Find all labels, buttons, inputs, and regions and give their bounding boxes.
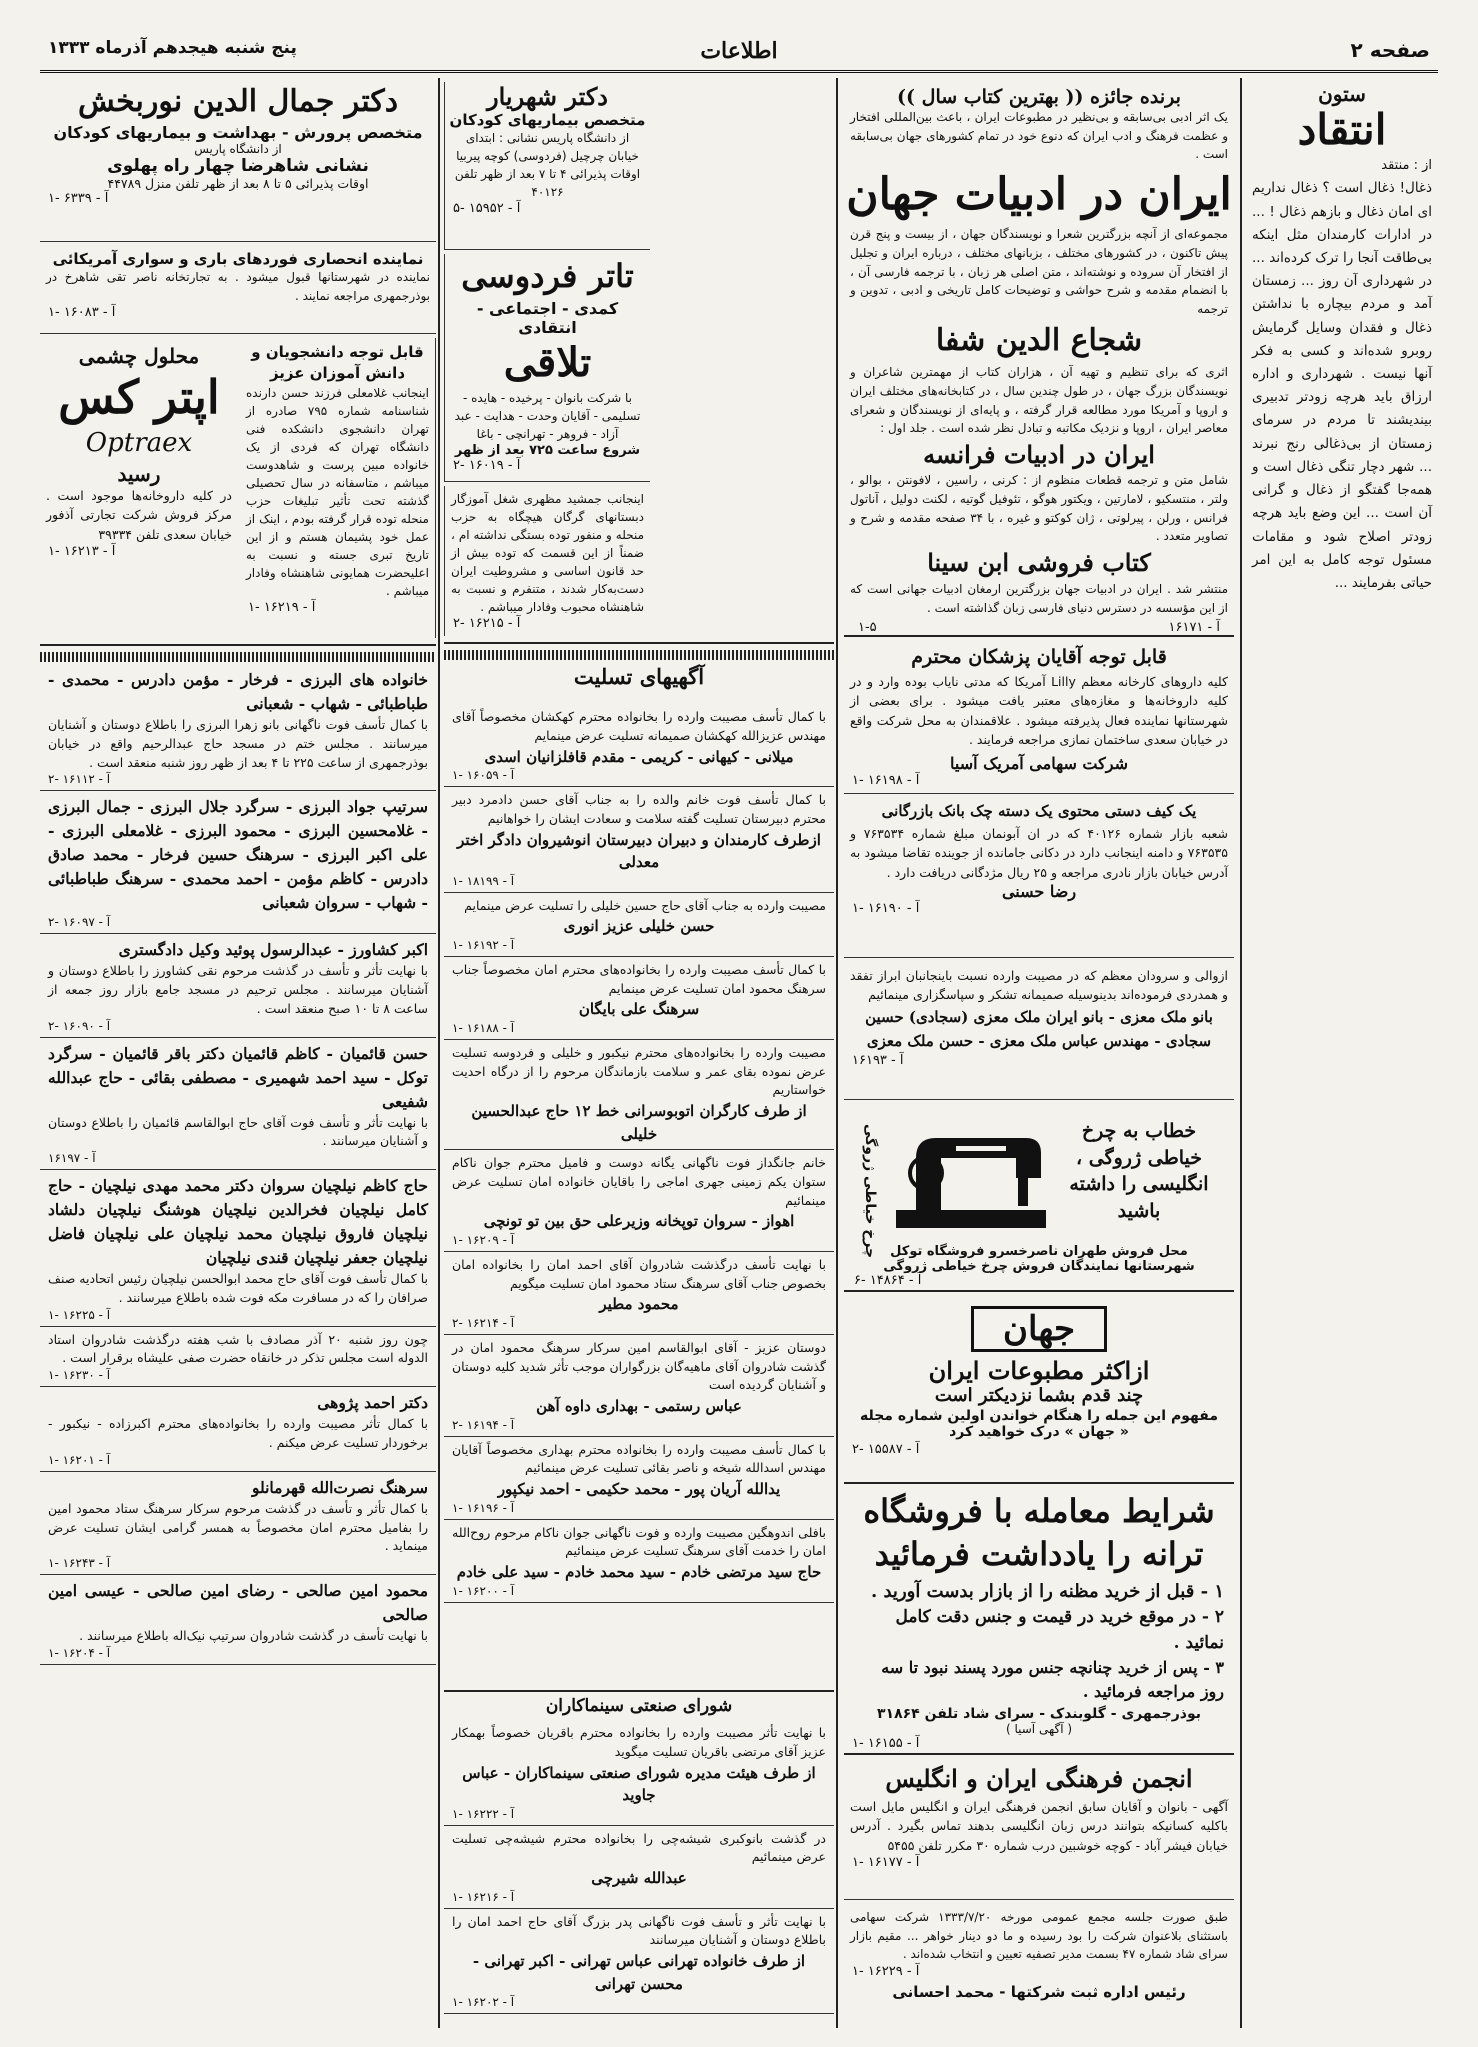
optraex-brand-en: Optraex xyxy=(85,427,193,458)
obituary-item xyxy=(40,1038,436,1171)
doctors-body: کلیه داروهای کارخانه معظم Lilly آمریکا که مدتی نایاب بوده وارد و در کلیه داروخانه‌ها و مغازه‌های معتبر یافت میشود . برای بعضی از شهرستانها نماینده فعال پذیرفته میشود . علاقمندان به محل شرکت واقع در خیابان سعدی ساختمان نمازی مراجعه فرمایند . xyxy=(850,674,1228,748)
condolence-body: دوستان عزیز - آقای ابوالقاسم امین سرکار سرهنگ محمود امان در گذشت شادروان آقای ماهیه‌گان بزرگواران موجب تأثر شدید کلیه دوستان و آشنایان گردیده است xyxy=(452,1339,826,1393)
condolence-code: آ - ۱۶۱۹۶ -۱ xyxy=(452,1500,515,1515)
obituary-item xyxy=(40,664,436,791)
students-code: آ - ۱۶۲۱۹ -۱ xyxy=(248,600,316,615)
condolence-code: آ - ۱۶۲۱۴ -۲ xyxy=(452,1315,515,1330)
book-desc: مجموعه‌ای از آنچه بزرگترین شعرا و نویسندگان جهان ، از بیست و پنج قرن پیش تاکنون ، در کشورهای مختلف ، بزبانهای مختلف ، درباره ایران و تجلیل از افتخار آن سروده و نوشته‌اند ، متن اصلی هر زبان ، با ترجمه فارسی آن ، با انضمام مقدمه و شرح حواشی و توضیحات کامل تاریخی و ادبی ، تدوین و ترجمه xyxy=(850,227,1228,316)
society-title: انجمن فرهنگی ایران و انگلیس xyxy=(885,1764,1193,1793)
students-title: قابل توجه دانشجویان و دانش آموزان عزیز xyxy=(251,343,424,382)
obituary-names: سرتیپ جواد البرزی - سرگرد جلال البرزی - جمال البرزی - غلامحسین البرزی - محمود البرزی - غلامعلی البرزی - علی اکبر البرزی - سرهنگ حسین فرخار - محمد صادق دادرس - کاظم مؤمن - احمد محمدی - سرهنگ طباطبائی - شهاب - سروان شعبانی xyxy=(48,797,428,913)
jahan-code: آ - ۱۵۵۸۷ -۲ xyxy=(852,1442,920,1457)
obituary-body: با نهایت تأثر و تأسف در گذشت مرحوم نقی کشاورز را باطلاع دوستان و آشنایان میرسانند . مجلس ترحیم در مسجد جامع بازار روز جمعه از ساعت ۸ تا ۱۰ صبح منعقد است . xyxy=(48,963,428,1016)
cinema-condolence-code: آ - ۱۶۲۱۶ -۱ xyxy=(452,1889,515,1904)
registration-code: آ - ۱۶۲۲۹ -۱ xyxy=(852,1963,920,1979)
condolence-item xyxy=(444,1252,834,1335)
condolence-names: حسن خلیلی عزیز انوری xyxy=(563,917,715,936)
obituary-code: آ - ۱۶۲۲۵ -۱ xyxy=(48,1307,111,1322)
lost-bag-body: شعبه بازار شماره ۴۰۱۲۶ که در ان آبونمان مبلغ شماره ۷۶۳۵۳۴ و ۷۶۳۵۳۵ و دامنه اینجانب دارد در دکانی جامانده از جوینده تقاضا میشود به آدرس خیابان بازار نادری مراجعه و ۲۵ ریال مژدگانی دریافت دارد . xyxy=(850,826,1229,880)
obituary-item xyxy=(40,1472,436,1575)
condolence-item xyxy=(444,1520,834,1603)
obituary-names: حاج کاظم نیلچیان سروان دکتر محمد مهدی نیلچیان - حاج کامل نیلچیان فخرالدین نیلچیان هوشنگ نیلچیان دلشاد نیلچیان فاروق نیلچیان محمد نیلچیان علی نیلچیان فاضل نیلچیان جعفر نیلچیان قندی نیلچیان xyxy=(48,1176,428,1268)
column-title: انتقاد xyxy=(1297,105,1387,154)
dr-jamal-ad xyxy=(40,82,436,242)
obituary-code: آ - ۱۶۲۴۳ -۱ xyxy=(48,1556,111,1571)
condition-3: ۳ - پس از خرید چنانچه جنس مورد پسند نبود تا سه روز مراجعه فرمائید . xyxy=(881,1658,1224,1702)
masthead xyxy=(40,30,1438,73)
ford-cars-ad xyxy=(40,246,436,334)
condolence-names: یدالله آریان پور - محمد حکیمی - احمد نیکپور xyxy=(497,1480,781,1498)
condolence-code: آ - ۱۶۲۰۰ -۱ xyxy=(452,1583,515,1598)
condolence-code: آ - ۱۶۰۵۹ -۱ xyxy=(452,768,515,782)
registration-sign: رئیس اداره ثبت شرکتها - محمد احسانی xyxy=(892,1982,1186,2001)
doctors-company: شرکت سهامی آمریک آسیا xyxy=(949,753,1128,773)
obituary-code: آ - ۱۶۲۰۴ -۱ xyxy=(48,1645,111,1660)
condolence-item xyxy=(444,1437,834,1520)
students-body: اینجانب غلامعلی فرزند حسن دارنده شناسنامه شماره ۷۹۵ صادره از تهران دانشجوی دانشکده فنی دانشگاه تهران که فردی از یک خانواده مبین پرست و شاهدوست میباشم ، متاسفانه در سال تحصیلی گذشته تحت تأثیر تبلیغات حزب منحله توده قرار گرفته بودم ، اینک از عمل خود پشیمان هستم و از این تاریخ تبری جسته و نسبت به اعلیحضرت همایونی شاهنشاه وفادار میباشم . xyxy=(246,386,430,598)
obituary-item xyxy=(40,1387,436,1472)
cinema-condolence-names: از طرف خانواده تهرانی عباس تهرانی - اکبر تهرانی - محسن تهرانی xyxy=(472,1952,806,1993)
shahriar-code: آ - ۱۵۹۵۲ -۵ xyxy=(453,201,521,216)
optraex-code: آ - ۱۶۲۱۳ -۱ xyxy=(48,543,116,559)
lost-bag-code: آ - ۱۶۱۹۰ -۱ xyxy=(852,901,920,917)
theater-code: آ - ۱۶۰۱۹ -۲ xyxy=(453,457,521,473)
condition-1: ۱ - قبل از خرید مظنه را از بازار بدست آورید . xyxy=(870,1581,1224,1603)
condolence-code: آ - ۱۸۱۹۹ -۱ xyxy=(452,873,515,888)
registration-notice xyxy=(844,1904,1234,2028)
optraex-arrived: رسید xyxy=(117,461,161,486)
condolence-names: ازطرف کارمندان و دبیران دبیرستان انوشیروان دادگر اختر معدلی xyxy=(457,830,821,871)
condolence-code: آ - ۱۶۲۰۹ -۱ xyxy=(452,1232,515,1247)
sewing-machine-illustration xyxy=(886,1118,1056,1238)
cinema-condolence-body: با نهایت تأثر مصیبت وارده را بخانواده محترم باقریان خصوصاً بهمکار عزیز آقای مرتضی باقریان تسلیت میگوید xyxy=(452,1725,826,1759)
ferdowsi-theater-ad xyxy=(444,254,650,482)
cinema-title: شورای صنعتی سینماکاران xyxy=(444,1690,834,1720)
theater-play: تلاقی xyxy=(503,338,592,386)
dr-shahriar-ad xyxy=(444,82,650,250)
condolence-code: آ - ۱۶۱۸۸ -۱ xyxy=(452,1020,515,1035)
obituary-code: آ - ۱۶۲۳۰ -۱ xyxy=(48,1368,111,1383)
thanks-body: ازوالی و سرودان معظم که در مصیبت وارده نسبت باینجانبان ابراز تفقد و همدردی فرموده‌اند بدینوسیله صمیمانه تشکر و سپاسگزاری مینمائیم xyxy=(850,968,1228,1003)
cinema-condolence-code: آ - ۱۶۲۲۲ -۱ xyxy=(452,1806,515,1821)
condolence-names: از طرف کارگران اتوبوسرانی خط ۱۲ حاج عبدالحسین خلیلی xyxy=(471,1102,807,1143)
obituary-names: خانواده های البرزی - فرخار - مؤمن دادرس - محمدی - طباطبائی - شهاب - شعبانی xyxy=(48,670,428,714)
obituary-code: آ - ۱۶۰۹۷ -۲ xyxy=(48,915,111,930)
ad-code: آ - ۱۶۱۷۱ xyxy=(1168,619,1220,635)
obituary-body: با کمال تأثر و تأسف در گذشت مرحوم سرکار سرهنگ ستاد محمود امین را بفامیل محترم امان مخصوصاً به همسر گرامی ایشان تسلیت عرض مینماید . xyxy=(48,1500,428,1554)
condolence-code: آ - ۱۶۱۹۲ -۱ xyxy=(452,937,515,952)
condolence-names: محمود مطیر xyxy=(599,1295,679,1314)
registration-body: طبق صورت جلسه مجمع عمومی مورخه ۱۳۳۳/۷/۲۰ شرکت سهامی باستثنای بلاعنوان شرکت را بود رسیده و ما دو دینار خواهر ... مقیم بازار سرای شاد شماره ۴۷ بسمت مدیر تصفیه تعیین و انتخاب شده‌اند . xyxy=(850,1910,1228,1962)
students-notice xyxy=(240,338,436,638)
lost-bag-notice xyxy=(844,798,1234,958)
obituary-body: با نهایت تأسف در گذشت شادروان سرتیپ نیک‌اله باطلاع میرسانند . xyxy=(79,1628,428,1644)
theater-cast: با شرکت بانوان - پرخیده - هایده - تسلیمی - آقایان وحدت - هدایت - عبد آزاد - فروهر - تهرانچی - باغا xyxy=(454,390,641,441)
jamal-code: آ - ۶۳۳۹ -۱ xyxy=(48,190,109,206)
obituary-names: محمود امین صالحی - رضای امین صالحی - عیسی امین صالحی xyxy=(48,1581,428,1625)
obituary-body: با کمال تأسف فوت ناگهانی بانو زهرا البرزی را باطلاع دوستان و آشنایان میرسانند . مجلس ختم در مسجد حاج عبدالرحیم واقع در خیابان بوذرجمهری از ساعت ۲۲۵ تا ۴ بعد از ظهر روز شنبه منعقد است . xyxy=(48,717,428,770)
condolence-item xyxy=(444,787,834,893)
shahriar-subtitle: متخصص بیماریهای کودکان xyxy=(449,111,646,129)
conditions-code: آ - ۱۶۱۵۵ -۱ xyxy=(852,1736,920,1752)
condolence-body: با نهایت تأسف درگذشت شادروان آقای احمد امان را بخانواده امان بخصوص جناب آقای سرهنگ ستاد محمود امان تسلیت میگویم xyxy=(452,1256,826,1291)
cinema-condolence-item xyxy=(444,1826,834,1909)
doctors-code: آ - ۱۶۱۹۸ -۱ xyxy=(852,772,920,788)
jamal-subtitle: متخصص پرورش - بهداشت و بیماریهای کودکان xyxy=(53,122,423,142)
book-award-ad xyxy=(844,82,1234,637)
seller-desc: منتشر شد . ایران در ادبیات جهان بزرگترین ارمغان ادبیات جهانی است که از این مؤسسه در دسترس دنیای فارسی زبان گذاشته است . xyxy=(850,582,1228,616)
condolence-names: سرهنگ علی بایگان xyxy=(578,1000,700,1019)
obituary-code: آ - ۱۶۱۱۲ -۲ xyxy=(48,772,111,787)
paper-name: اطلاعات xyxy=(700,38,778,64)
issue-date: پنج شنبه هیجدهم آذرماه ۱۳۳۳ xyxy=(48,38,297,58)
obituary-code: آ - ۱۶۱۹۷ xyxy=(48,1151,96,1166)
jahan-headline: ازاکثر مطبوعات ایران xyxy=(928,1356,1150,1385)
theater-genre: کمدی - اجتماعی - انتقادی xyxy=(476,298,619,337)
page-number: صفحه ۲ xyxy=(1350,38,1430,62)
sewing-code: آ - ۱۴۸۶۴ -۶ xyxy=(854,1273,922,1288)
jahan-body: مفهوم این جمله را هنگام خواندن اولین شماره مجله « جهان » درک خواهید کرد xyxy=(859,1408,1219,1440)
theater-hours: شروع ساعت ۷۲۵ بعد از ظهر xyxy=(454,442,641,458)
condolence-names: عباس رستمی - بهداری داوه آهن xyxy=(536,1397,742,1415)
volume-title: ایران در ادبیات فرانسه xyxy=(923,439,1155,469)
conditions-title: شرایط معامله با فروشگاه xyxy=(863,1492,1215,1530)
condolences-list xyxy=(444,704,834,1844)
lost-bag-name: رضا حسنی xyxy=(1001,882,1077,902)
obituary-item xyxy=(40,1327,436,1388)
column-byline: از : منتقد xyxy=(1381,158,1432,174)
jamal-univ: از دانشگاه پاریس xyxy=(194,141,282,156)
obituary-item xyxy=(40,934,436,1037)
obituary-names: سرهنگ نصرت‌الله قهرمانلو xyxy=(251,1477,428,1497)
condolence-body: با کمال تأسف مصیبت وارده را بخانواده محترم بهداری مخصوصاً آقایان مهندس اسدالله شیخه و ناصر بقائی تسلیت عرض مینمائیم xyxy=(452,1441,826,1476)
ford-body: نماینده در شهرستانها قبول میشود . به تجارتخانه ناصر تقی شاهرخ در بوذرجمهری مراجعه نمایند . xyxy=(46,270,430,303)
society-body: آگهی - بانوان و آقایان سابق انجمن فرهنگی ایران و انگلیس مایل است باکلیه کسانیکه بتوانند درس زبان انگلیسی بدهند تماس بگیرد . آدرس خیابان فیشر آباد - کوچه خوشبین درب شماره ۳۰ مکرر تلفن ۵۴۵۵ xyxy=(850,1799,1228,1853)
cinema-condolence-body: در گذشت بانوکبری شیشه‌چی را بخانواده محترم شیشه‌چی تسلیت عرض مینمائیم xyxy=(452,1830,826,1865)
condolence-names: میلانی - کیهانی - کریمی - مقدم قافلزانیان اسدی xyxy=(484,747,794,766)
condolence-names: حاج سید مرتضی خادم - سید محمد خادم - سید علی خادم xyxy=(456,1563,822,1581)
jamal-hours: اوقات پذیرائی ۵ تا ۸ بعد از ظهر تلفن منزل ۴۴۷۸۹ xyxy=(107,175,369,191)
condolence-item xyxy=(444,1335,834,1437)
obituary-names: حسن قائمیان - کاظم قائمیان دکتر باقر قائمیان - سرگرد توکل - سید احمد شهمیری - مصطفی بقائی - حاج عبدالله شفیعی xyxy=(48,1043,428,1111)
thanks-code: آ - ۱۶۱۹۳ xyxy=(852,1052,904,1068)
cinema-condolence-names: عبدالله شیرچی xyxy=(591,1869,687,1887)
condolence-code: آ - ۱۶۱۹۴ -۲ xyxy=(452,1417,515,1432)
critique-column xyxy=(1246,82,1438,2032)
ford-title: نماینده انحصاری فوردهای باری و سواری آمریکائی xyxy=(52,250,424,268)
conditions-title-2: ترانه را یادداشت فرمائید xyxy=(874,1535,1204,1574)
society-code: آ - ۱۶۱۷۷ -۱ xyxy=(852,1855,920,1871)
store-conditions-ad xyxy=(844,1490,1234,1755)
sewing-body: محل فروش طهران ناصرخسرو فروشگاه توکل شهرستانها نمایندگان فروش چرخ خیاطی ژروگی xyxy=(883,1244,1195,1274)
iran-england-society-ad xyxy=(844,1760,1234,1900)
cinema-condolence-names: از طرف هیئت مدیره شورای صنعتی سینماکاران - عباس جاوید xyxy=(462,1763,816,1804)
column-kicker: ستون xyxy=(1318,82,1366,106)
optraex-title: محلول چشمی xyxy=(78,344,200,368)
condolence-body: بافلی اندوهگین مصیبت وارده و فوت ناگهانی جوان ناکام مرحوم روح‌الله امان را خدمت آقای سرهنگ تسلیت عرض مینمائیم xyxy=(452,1524,826,1559)
sewing-side-label: چرخ خیاطی ژروگی xyxy=(862,1124,878,1259)
condolence-item xyxy=(444,1040,834,1150)
column-body: ذغال! ذغال است ؟ ذغال نداریم ای امان ذغال و بازهم ذغال ! ... در ادارات کارمندان مثل اینکه بی‌طاقت آنجا را ترک کرده‌اند ... در شهرداری آن روز ... زمستان آمد و مردم بیچاره با نداشتن ذغال و فقدان وسایل گرمایش روبرو شده‌اند و کسی به فکر آنها نیست . شهرداری و اداره ارزاق باید هرچه زودتر تدبیری بیندیشند تا مردم در سرمای زمستان از بی‌ذغالی رنج نبرند ... شهر دچار تنگی ذغال است و همه‌جا گفتگو از ذغال و گرانی آن است ... این وضع باید هرچه زودتر اصلاح شود و مقامات مسئول توجه کامل به این امر حیاتی بفرمایند ... xyxy=(1252,180,1432,592)
lost-bag-title: یک کیف دستی محتوی یک دسته چک بانک بازرگانی xyxy=(881,802,1197,820)
sewing-slogan: خطاب به چرخ خیاطی ژروگی ، انگلیسی را داشته باشید xyxy=(1069,1120,1209,1222)
obituaries-column xyxy=(40,664,436,2032)
condolence-item xyxy=(444,1150,834,1252)
cinema-condolences xyxy=(444,1690,834,2030)
condolence-item xyxy=(444,893,834,957)
condition-2: ۲ - در موقع خرید در قیمت و جنس دقت کامل نمائید . xyxy=(895,1607,1224,1653)
obituary-body: چون روز شنبه ۲۰ آذر مصادف با شب هفته درگذشت شادروان استاد الدوله است مجلس تذکر در خانقاه حضرت صفی علیشاه برقرار است . xyxy=(48,1331,428,1366)
condolence-item xyxy=(444,957,834,1040)
condolence-body: با کمال تأسف مصیبت وارده را بخانواده‌های محترم امان مخصوصاً جناب سرهنگ محمود امان تسلیت عرض مینمایم xyxy=(452,961,826,996)
theater-title: تاتر فردوسی xyxy=(461,257,634,295)
shahriar-title: دکتر شهریار xyxy=(487,82,608,111)
book-desc-2: اثری که برای تنظیم و تهیه آن ، هزاران کتاب از مهمترین شاعران و نویسندگان بزرگ جهان ، در طول چندین سال ، در کتابخانه‌های مختلف ایران و اروپا و آمریکا مورد مطالعه قرار گرفته ، و پایه‌ای از نویسندگان و شعرای معاصر ایران ، اروپا و نزدیک مکاتبه و تبادل نظر شده است . جلد اول : xyxy=(850,365,1228,436)
cinema-condolence-code: آ - ۱۶۲۰۲ -۱ xyxy=(452,1995,515,2009)
jahan-logo: جهان xyxy=(971,1306,1107,1352)
obituary-body: با نهایت تأثر و تأسف فوت آقای حاج ابوالقاسم قائمیان را باطلاع دوستان و آشنایان میرسانند . xyxy=(48,1114,428,1149)
cinema-condolence-item xyxy=(444,1909,834,2015)
volume-desc: شامل متن و ترجمه قطعات منظوم از : کرنی ، راسین ، لافونتن ، بوالو ، ولتر ، منتسکیو ، لامارتین ، ویکتور هوگو ، تئوفیل گوتیه ، لکنت دولیل ، آناتول فرانس ، ورلن ، پیرلوتی ، ژان کوکتو و غیره ، با ۳۴ صفحه مقدمه و شرح و تصاویر متعدد . xyxy=(850,473,1228,544)
award-lead: یک اثر ادبی بی‌سابقه و بی‌نظیر در مطبوعات ایران ، باعث بین‌المللی افتخار و عظمت فرهنگ و ادب ایران که دنوع خود در تمام کشورهای جهان بی‌سابقه است . xyxy=(850,110,1228,162)
obituary-code: آ - ۱۶۰۹۰ -۲ xyxy=(48,1018,111,1033)
condolence-body: مصیبت وارده را بخانواده‌های محترم نیکبور و خلیلی و فردوسه تسلیت عرض نموده بقای عمر و سلامت بازماندگان مرحوم را از درگاه احدیت خواستاریم xyxy=(452,1044,826,1098)
cinema-condolence-body: با نهایت تأثر و تأسف فوت ناگهانی پدر بزرگ آقای حاج احمد امان را باطلاع دوستان و آشنایان میرسانند xyxy=(452,1913,826,1948)
obituary-body: با کمال تأثر مصیبت وارده را بخانواده‌های محترم اکبرزاده - نیکبور - برخوردار تسلیت عرض میکنم . xyxy=(48,1416,428,1450)
thanks-notice xyxy=(844,962,1234,1100)
obituary-body: با کمال تأسف فوت آقای حاج محمد ابوالحسن نیلچیان رئیس اتحادیه صنف صرافان را که در مسافرت مکه فوت شده باطلاع میرسانند . xyxy=(48,1271,428,1305)
condolence-item xyxy=(444,704,834,787)
optraex-brand-fa: اپتر کس xyxy=(58,370,220,424)
book-author: شجاع الدین شفا xyxy=(935,323,1143,359)
jamal-title: دکتر جمال الدین نوربخش xyxy=(77,84,399,119)
anti-party-notice xyxy=(444,486,650,636)
obituary-item xyxy=(40,791,436,934)
jahan-line2: چند قدم بشما نزدیکتر است xyxy=(934,1385,1144,1406)
obituary-names: اکبر کشاورز - عبدالرسول پوئید وکیل دادگستری xyxy=(118,940,428,960)
jamal-address: نشانی شاهرضا چهار راه پهلوی xyxy=(107,155,369,176)
optraex-body: در کلیه داروخانه‌ها موجود است . مرکز فروش شرکت تجارتی آذفور خیابان سعدی تلفن ۳۹۳۳۴ xyxy=(46,487,232,542)
book-seller: کتاب فروشی ابن سینا xyxy=(927,547,1151,577)
obituary-item xyxy=(40,1575,436,1665)
anti-party-code: آ - ۱۶۲۱۵ -۲ xyxy=(453,616,521,631)
doctors-title: قابل توجه آقایان پزشکان محترم xyxy=(911,646,1167,668)
condolence-names: اهواز - سروان توپخانه وزیرعلی حق بین تو تونچی xyxy=(483,1212,795,1231)
doctors-notice xyxy=(844,642,1234,794)
conditions-address: بوذرجمهری - گلوبندک - سرای شاد تلفن ۳۱۸۶۴ xyxy=(877,1706,1201,1723)
condolences-title: آگهیهای تسلیت xyxy=(573,664,705,689)
thanks-names: بانو ملک معزی - بانو ایران ملک معزی (سجادی) حسین سجادی - مهندس عباس ملک معزی - حسن ملک معزی xyxy=(865,1007,1213,1050)
obituary-names: دکتر احمد پژوهی xyxy=(317,1393,428,1413)
award-title: برنده جائزه (( بهترین کتاب سال )) xyxy=(897,86,1181,108)
condolences-header xyxy=(444,642,834,702)
condolence-body: با کمال تأسف فوت خانم والده را به جناب آقای حسن دادمرد دبیر محترم دبیرستان تسلیت گفته سلامت و سعادت ایشان را خواهانیم xyxy=(452,792,826,826)
obituary-item xyxy=(40,1170,436,1327)
optraex-ad xyxy=(40,338,238,638)
book-title: ایران در ادبیات جهان xyxy=(846,168,1232,220)
anti-party-body: اینجانب جمشید مظهری شغل آموزگار دبستانهای گرگان هیچگاه به حزب منحله و منفور توده بستگی نداشته ام ، ضمناً از این قسمت که توده بیش از حد قانون اساسی و مشروطیت ایران دست‌به‌کار شدند ، متنفرم و نسبت به شاهنشاه محبوب وفادار میباشم . xyxy=(451,492,644,614)
shahriar-body: از دانشگاه پاریس نشانی : ابتدای خیابان چرچیل (فردوسی) کوچه پیربیا اوقات پذیرائی ۴ تا ۷ بعد از ظهر تلفن ۴۰۱۲۶ xyxy=(454,131,641,199)
obituary-code: آ - ۱۶۲۰۱ -۱ xyxy=(48,1452,111,1467)
ad-code-left: ۱-۵ xyxy=(858,619,877,635)
cinema-condolence-item xyxy=(444,1720,834,1826)
condolence-body: خانم جانگداز فوت ناگهانی یگانه دوست و فامیل محترم جوان ناکام ستوان یکم زمینی جهری اماجی را باقایان خانواده امان تسلیت عرض مینمائیم xyxy=(452,1155,826,1208)
jahan-magazine-ad xyxy=(844,1298,1234,1484)
ford-code: آ - ۱۶۰۸۳ -۱ xyxy=(48,305,116,321)
condolence-body: مصیبت وارده به جناب آقای حاج حسین خلیلی را تسلیت عرض مینمایم xyxy=(464,897,826,913)
sewing-machine-ad xyxy=(844,1104,1234,1292)
condolence-body: با کمال تأسف مصیبت وارده را بخانواده محترم کهکشان مخصوصاً آقای مهندس عزیزالله کهکشان صمیمانه تسلیت عرض مینمایم xyxy=(452,709,826,743)
conditions-note: ( آگهی آسیا ) xyxy=(1005,1722,1073,1737)
